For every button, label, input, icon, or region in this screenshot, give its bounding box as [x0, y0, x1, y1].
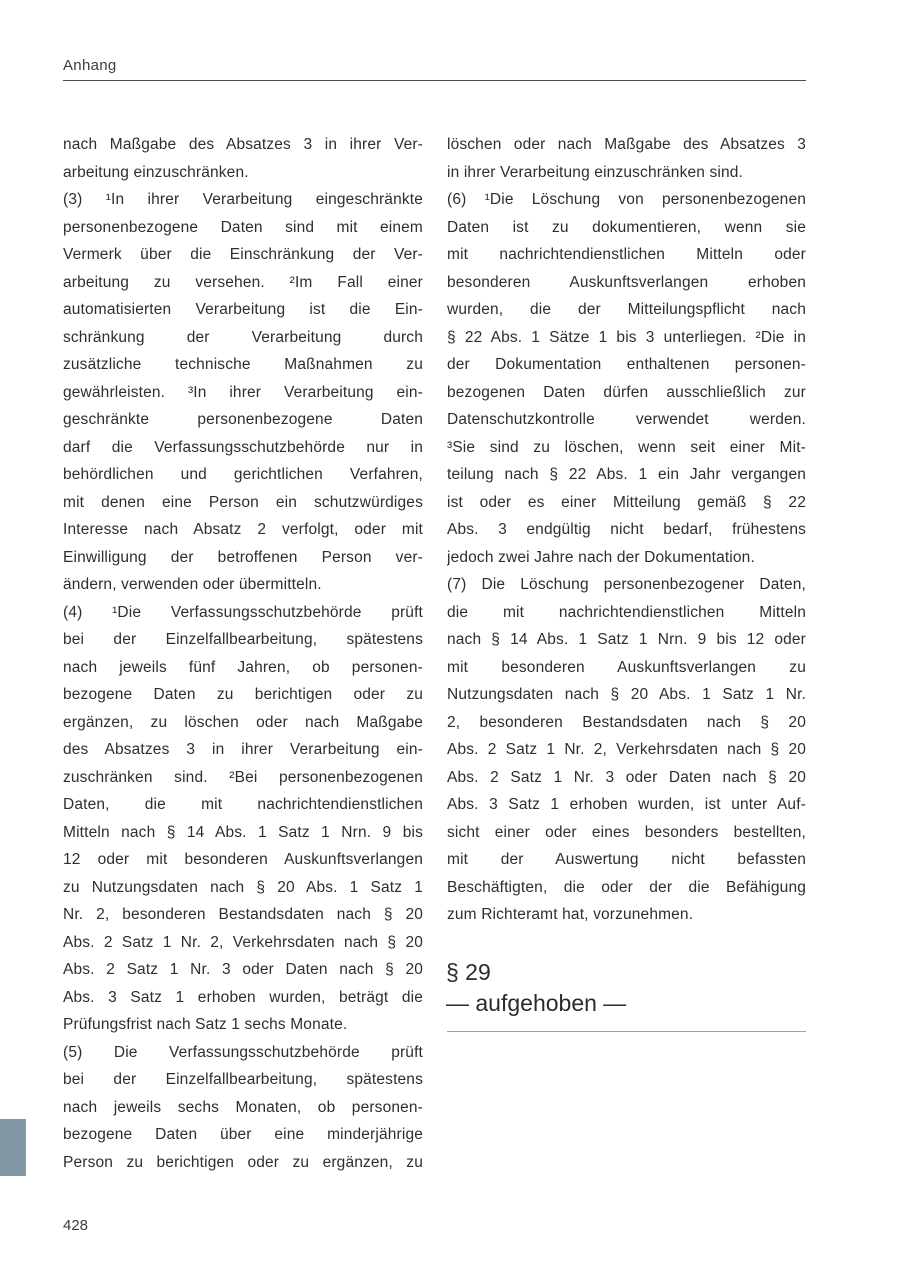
text-line: besonderen Auskunftsverlangen erhoben: [447, 273, 806, 291]
text-line: nach jeweils sechs Monaten, ob personen-: [63, 1098, 423, 1116]
text-line: ändern, verwenden oder übermitteln.: [63, 576, 322, 593]
text-line: bezogene Daten zu berichtigen oder zu: [63, 686, 423, 703]
text-line: Abs. 3 Satz 1 erhoben wurden, beträgt die: [63, 988, 423, 1006]
header-divider: [63, 80, 806, 81]
text-line: Beschäftigten, die oder der die Befähigung: [447, 878, 806, 896]
text-line: des Absatzes 3 in ihrer Verarbeitung ein-: [63, 741, 423, 758]
text-line: bezogene Daten über eine minderjährige: [63, 1126, 423, 1143]
text-line: zu Nutzungsdaten nach § 20 Abs. 1 Satz 1: [63, 878, 423, 896]
text-line: automatisierten Verarbeitung ist die Ein-: [63, 301, 423, 318]
text-line: Abs. 2 Satz 1 Nr. 3 oder Daten nach § 20: [63, 961, 423, 978]
text-line: Einwilligung der betroffenen Person ver-: [63, 548, 423, 566]
text-line: (3) ¹In ihrer Verarbeitung eingeschränkte: [63, 191, 423, 208]
text-line: (4) ¹Die Verfassungsschutzbehörde prüft: [63, 603, 423, 621]
text-line: löschen oder nach Maßgabe des Absatzes 3: [447, 136, 806, 153]
text-line: jedoch zwei Jahre nach der Dokumentation.: [447, 548, 755, 566]
text-line: bei der Einzelfallbearbeitung, spätestens: [63, 1071, 423, 1088]
text-line: sicht einer oder eines besonders bestellten,: [447, 823, 806, 841]
text-line: Daten ist zu dokumentieren, wenn sie: [447, 218, 806, 236]
section-heading: [446, 957, 626, 1019]
text-line: nach Maßgabe des Absatzes 3 in ihrer Ver-: [63, 136, 423, 153]
text-line: (5) Die Verfassungsschutzbehörde prüft: [63, 1043, 423, 1061]
text-line: schränkung der Verarbeitung durch: [63, 328, 423, 346]
running-header: Anhang: [63, 57, 117, 74]
right-column: [447, 131, 806, 929]
text-line: Abs. 3 Satz 1 erhoben wurden, ist unter Auf-: [447, 796, 806, 813]
text-line: arbeitung zu versehen. ²Im Fall einer: [63, 273, 423, 291]
text-line: ist oder es einer Mitteilung gemäß § 22: [447, 493, 806, 511]
text-line: behördlichen und gerichtlichen Verfahren,: [63, 466, 423, 483]
text-line: nach § 14 Abs. 1 Satz 1 Nrn. 9 bis 12 oder: [447, 631, 806, 648]
text-line: (6) ¹Die Löschung von personenbezogenen: [447, 191, 806, 208]
left-column: [63, 131, 423, 1176]
text-line: ³Sie sind zu löschen, wenn seit einer Mit-: [447, 438, 806, 456]
text-line: mit denen eine Person ein schutzwürdiges: [63, 493, 423, 511]
text-line: 12 oder mit besonderen Auskunftsverlangen: [63, 851, 423, 868]
text-line: nach jeweils fünf Jahren, ob personen-: [63, 658, 423, 676]
text-line: Daten, die mit nachrichtendienstlichen: [63, 796, 423, 813]
text-line: wurden, die der Mitteilungspflicht nach: [447, 301, 806, 318]
text-line: arbeitung einzuschränken.: [63, 163, 249, 181]
text-line: personenbezogene Daten sind mit einem: [63, 218, 423, 236]
text-line: ergänzen, zu löschen oder nach Maßgabe: [63, 713, 423, 731]
text-line: Person zu berichtigen oder zu ergänzen, zu: [63, 1153, 423, 1171]
text-line: Abs. 2 Satz 1 Nr. 2, Verkehrsdaten nach § 20: [447, 741, 806, 758]
text-line: mit besonderen Auskunftsverlangen zu: [447, 658, 806, 676]
text-line: teilung nach § 22 Abs. 1 ein Jahr vergangen: [447, 466, 806, 483]
text-line: Abs. 3 endgültig nicht bedarf, frühestens: [447, 521, 806, 538]
text-line: zum Richteramt hat, vorzunehmen.: [447, 906, 694, 923]
text-line: Interesse nach Absatz 2 verfolgt, oder mit: [63, 521, 423, 538]
text-line: darf die Verfassungsschutzbehörde nur in: [63, 438, 423, 456]
text-line: Datenschutzkontrolle verwendet werden.: [447, 411, 806, 428]
text-line: zuschränken sind. ²Bei personenbezogenen: [63, 768, 423, 786]
section-status: — aufgehoben —: [446, 990, 627, 1016]
text-line: (7) Die Löschung personenbezogener Daten,: [447, 576, 806, 593]
text-line: bei der Einzelfallbearbeitung, spätestens: [63, 631, 423, 648]
text-line: Vermerk über die Einschränkung der Ver-: [63, 246, 423, 263]
text-line: bezogenen Daten dürfen ausschließlich zur: [447, 383, 806, 401]
text-line: Abs. 2 Satz 1 Nr. 2, Verkehrsdaten nach § 20: [63, 933, 423, 951]
text-line: gewährleisten. ³In ihrer Verarbeitung ein-: [63, 383, 423, 401]
text-line: Mitteln nach § 14 Abs. 1 Satz 1 Nrn. 9 bis: [63, 823, 423, 841]
text-line: mit nachrichtendienstlichen Mitteln oder: [447, 246, 806, 263]
text-line: die mit nachrichtendienstlichen Mitteln: [447, 603, 806, 621]
text-line: zusätzliche technische Maßnahmen zu: [63, 356, 423, 373]
text-line: mit der Auswertung nicht befassten: [447, 851, 806, 868]
page-number: 428: [63, 1217, 89, 1234]
text-line: der Dokumentation enthaltenen personen-: [447, 356, 806, 373]
text-line: in ihrer Verarbeitung einzuschränken sind.: [447, 163, 744, 181]
text-line: § 22 Abs. 1 Sätze 1 bis 3 unterliegen. ²Die in: [447, 328, 806, 346]
section-number: § 29: [446, 959, 491, 985]
text-line: Prüfungsfrist nach Satz 1 sechs Monate.: [63, 1016, 348, 1033]
text-line: Abs. 2 Satz 1 Nr. 3 oder Daten nach § 20: [447, 768, 806, 786]
section-divider: [447, 1031, 806, 1032]
text-line: Nr. 2, besonderen Bestandsdaten nach § 20: [63, 906, 423, 923]
text-line: geschränkte personenbezogene Daten: [63, 411, 423, 428]
text-line: Nutzungsdaten nach § 20 Abs. 1 Satz 1 Nr.: [447, 686, 806, 703]
page-edge-tab: [0, 1119, 26, 1176]
text-line: 2, besonderen Bestandsdaten nach § 20: [447, 713, 806, 731]
